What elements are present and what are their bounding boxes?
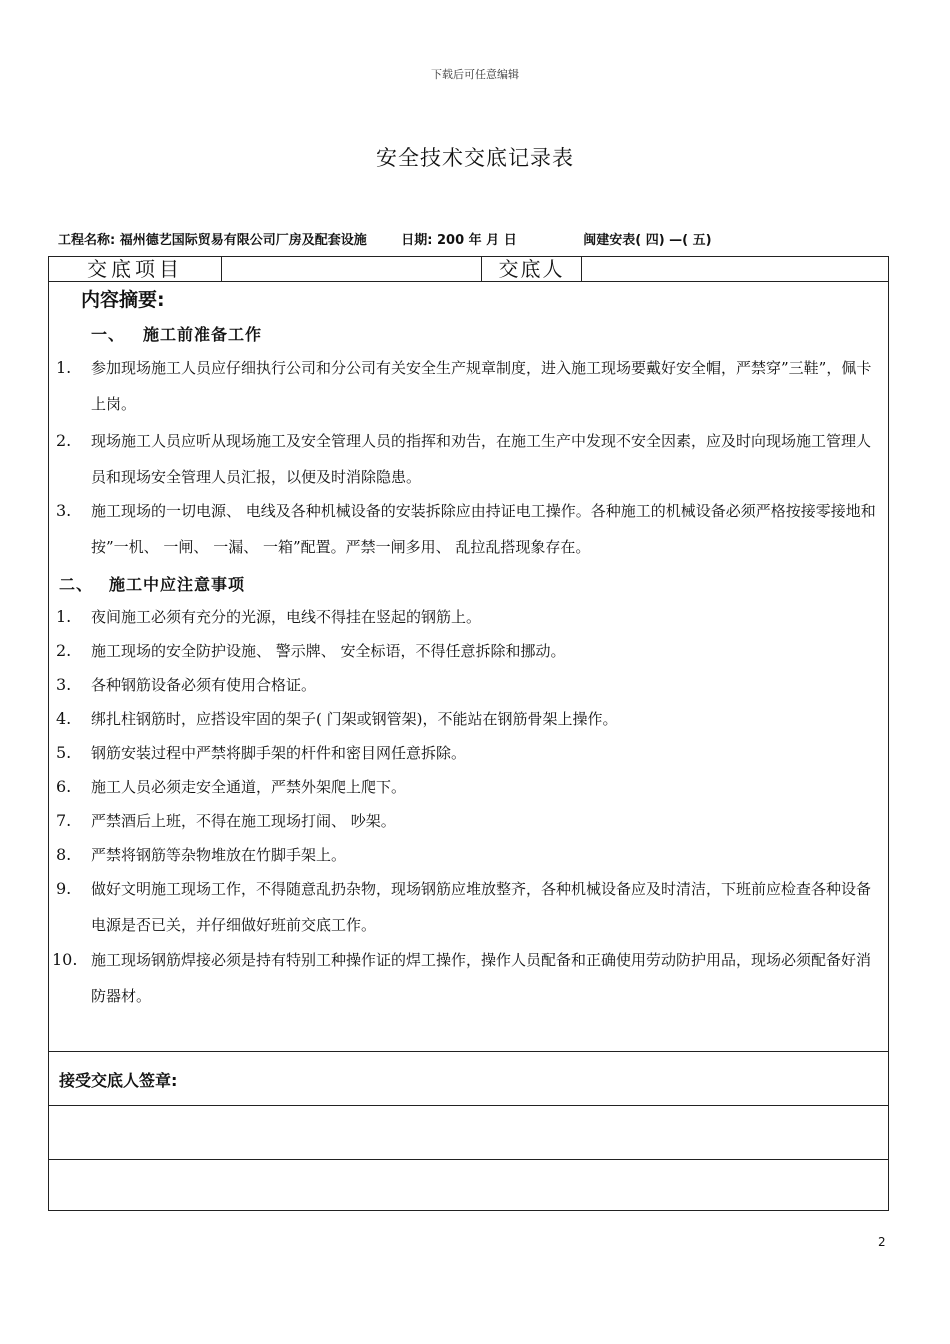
section-heading-precautions	[59, 572, 245, 595]
item-number: 6.	[56, 777, 72, 796]
item-text: 施工人员必须走安全通道，严禁外架爬上爬下。	[91, 778, 407, 796]
item-label: 交底项目	[49, 257, 222, 281]
record-table	[48, 256, 889, 1211]
item-text: 施工现场的安全防护设施、 警示牌、 安全标语，不得任意拆除和挪动。	[91, 642, 566, 660]
item-number: 3.	[56, 675, 72, 694]
item-text: 参加现场施工人员应仔细执行公司和分公司有关安全生产规章制度，进入施工现场要戴好安全帽，严禁穿”三鞋”，佩卡上岗。	[91, 359, 872, 413]
signature-blank-row[interactable]	[49, 1106, 888, 1160]
item-number: 2.	[56, 431, 72, 450]
item-text: 各种钢筋设备必须有使用合格证。	[91, 676, 317, 694]
summary-label: 内容摘要:	[81, 289, 165, 311]
item-text: 夜间施工必须有充分的光源，电线不得挂在竖起的钢筋上。	[91, 608, 482, 626]
section-number: 二、	[59, 575, 94, 594]
item-number: 3.	[56, 501, 72, 520]
item-text: 钢筋安装过程中严禁将脚手架的杆件和密目网任意拆除。	[91, 744, 467, 762]
section-title: 施工前准备工作	[143, 325, 263, 344]
item-text: 现场施工人员应听从现场施工及安全管理人员的指挥和劝告，在施工生产中发现不安全因素，应及时向现场施工管理人员和现场安全管理人员汇报，以便及时消除隐患。	[91, 432, 872, 486]
project-name: 工程名称: 福州德艺国际贸易有限公司厂房及配套设施	[58, 233, 367, 248]
page-number: 2	[878, 1235, 886, 1249]
item-text: 施工现场的一切电源、 电线及各种机械设备的安装拆除应由持证电工操作。各种施工的机械设备必须严格按接零接地和按”一机、 一闸、 一漏、 一箱”配置。严禁一闸多用、 乱拉乱搭现象存在。	[91, 502, 876, 556]
section-number: 一、	[91, 325, 126, 344]
signature-blank-row[interactable]	[49, 1160, 888, 1210]
form-code: 闽建安表( 四) —( 五)	[583, 233, 712, 248]
watermark-text: 下载后可任意编辑	[431, 68, 519, 81]
content-summary-cell	[49, 282, 888, 1052]
section-title: 施工中应注意事项	[109, 575, 246, 594]
project-info-line	[58, 229, 898, 248]
item-text: 绑扎柱钢筋时，应搭设牢固的架子( 门架或钢管架)，不能站在钢筋骨架上操作。	[91, 710, 618, 728]
item-number: 7.	[56, 811, 72, 830]
item-value-field[interactable]	[222, 257, 482, 281]
item-text: 严禁将钢筋等杂物堆放在竹脚手架上。	[91, 846, 347, 864]
document-title: 安全技术交底记录表	[376, 146, 574, 170]
section-heading-preparation	[91, 322, 262, 345]
item-number: 9.	[56, 879, 72, 898]
person-label: 交底人	[482, 257, 582, 281]
item-number: 1.	[56, 607, 72, 626]
item-number: 8.	[56, 845, 72, 864]
person-value-field[interactable]	[582, 257, 888, 281]
item-text: 做好文明施工现场工作，不得随意乱扔杂物，现场钢筋应堆放整齐，各种机械设备应及时清洁，下班前应检查各种设备电源是否已关，并仔细做好班前交底工作。	[91, 880, 872, 934]
item-text: 严禁酒后上班，不得在施工现场打闹、 吵架。	[91, 812, 396, 830]
item-number: 10.	[52, 950, 78, 969]
item-number: 4.	[56, 709, 72, 728]
date-field: 日期: 200 年 月 日	[401, 233, 517, 248]
signature-label: 接受交底人签章:	[59, 1071, 178, 1090]
header-row	[49, 257, 888, 282]
item-text: 施工现场钢筋焊接必须是持有特别工种操作证的焊工操作，操作人员配备和正确使用劳动防护用品，现场必须配备好消防器材。	[91, 951, 872, 1005]
signature-row	[49, 1052, 888, 1106]
item-number: 2.	[56, 641, 72, 660]
item-number: 5.	[56, 743, 72, 762]
item-number: 1.	[56, 358, 72, 377]
